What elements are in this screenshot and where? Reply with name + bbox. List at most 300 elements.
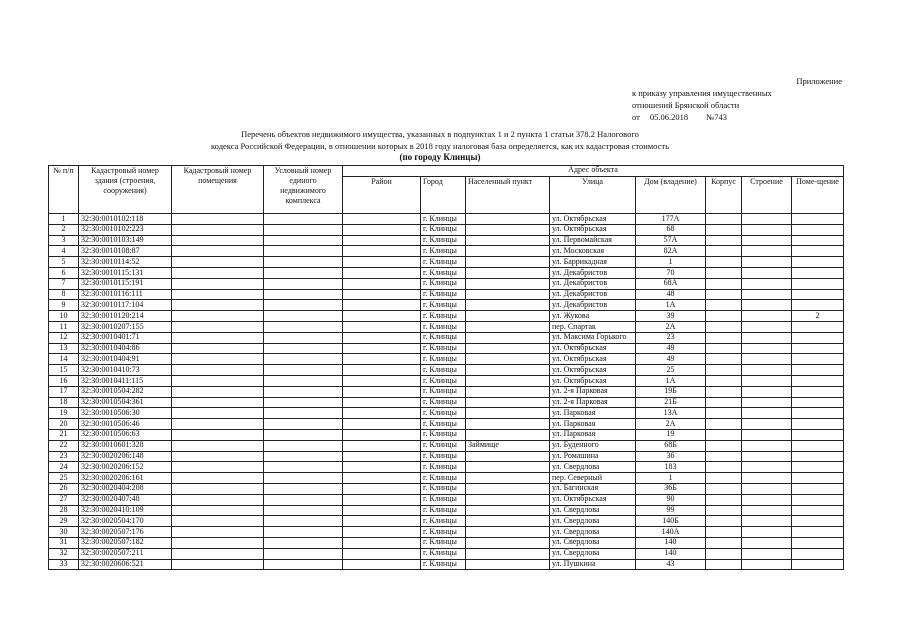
cell-num: 29: [49, 516, 79, 527]
cell-premises: [792, 408, 844, 419]
cell-district: [343, 483, 421, 494]
cell-cadastral-building: 32:30:0020504:170: [79, 516, 172, 527]
cell-city: г. Клинцы: [421, 548, 466, 559]
cell-city: г. Клинцы: [421, 494, 466, 505]
cell-house: 13А: [636, 408, 706, 419]
cell-block: [706, 397, 742, 408]
cell-cadastral-building: 32:30:0010404:91: [79, 354, 172, 365]
cell-num: 6: [49, 267, 79, 278]
cell-cadastral-building: 32:30:0010108:87: [79, 246, 172, 257]
cell-num: 8: [49, 289, 79, 300]
cell-house: 1: [636, 257, 706, 268]
cell-settlement: [466, 257, 550, 268]
cell-premises: [792, 332, 844, 343]
cell-conditional-number: [264, 548, 343, 559]
col-settlement-header: Населенный пункт: [466, 177, 550, 214]
cell-premises: [792, 451, 844, 462]
cell-structure: [742, 246, 792, 257]
cell-structure: [742, 408, 792, 419]
cell-cadastral-premises: [172, 289, 264, 300]
cell-street: ул. Октябрьская: [550, 365, 636, 376]
cell-settlement: Займище: [466, 440, 550, 451]
table-row: [49, 505, 844, 516]
cell-street: ул. Максима Горького: [550, 332, 636, 343]
table-row: [49, 214, 844, 225]
cell-settlement: [466, 505, 550, 516]
cell-city: г. Клинцы: [421, 332, 466, 343]
cell-cadastral-premises: [172, 300, 264, 311]
cell-street: ул. Свердлова: [550, 462, 636, 473]
order-number: №743: [706, 112, 727, 122]
property-registry-table: [48, 165, 844, 570]
cell-street: ул. Буденного: [550, 440, 636, 451]
cell-premises: [792, 548, 844, 559]
cell-settlement: [466, 419, 550, 430]
cell-block: [706, 246, 742, 257]
cell-premises: [792, 375, 844, 386]
cell-cadastral-building: 32:30:0010115:191: [79, 278, 172, 289]
cell-premises: [792, 321, 844, 332]
cell-block: [706, 483, 742, 494]
cell-conditional-number: [264, 440, 343, 451]
cell-street: ул. Парковая: [550, 408, 636, 419]
cell-city: г. Клинцы: [421, 289, 466, 300]
cell-cadastral-building: 32:30:0020206:161: [79, 473, 172, 484]
cell-block: [706, 235, 742, 246]
cell-cadastral-building: 32:30:0010103:149: [79, 235, 172, 246]
cell-structure: [742, 462, 792, 473]
cell-settlement: [466, 214, 550, 225]
table-row: [49, 267, 844, 278]
cell-settlement: [466, 494, 550, 505]
cell-house: 49: [636, 354, 706, 365]
cell-district: [343, 451, 421, 462]
order-date: 05.06.2018: [649, 112, 689, 122]
cell-street: ул. Багинская: [550, 483, 636, 494]
col-house-header: Дом (владение): [636, 177, 706, 214]
cell-conditional-number: [264, 224, 343, 235]
cell-city: г. Клинцы: [421, 397, 466, 408]
cell-city: г. Клинцы: [421, 300, 466, 311]
col-cadastral-building-header: Кадастровый номер здания (строения, сооружения): [79, 166, 172, 214]
cell-conditional-number: [264, 537, 343, 548]
cell-settlement: [466, 483, 550, 494]
cell-num: 2: [49, 224, 79, 235]
cell-conditional-number: [264, 527, 343, 538]
table-row: [49, 354, 844, 365]
cell-block: [706, 527, 742, 538]
cell-street: ул. Свердлова: [550, 527, 636, 538]
cell-house: 19: [636, 429, 706, 440]
table-row: [49, 559, 844, 570]
cell-block: [706, 300, 742, 311]
cell-district: [343, 311, 421, 322]
cell-cadastral-premises: [172, 321, 264, 332]
cell-house: 140: [636, 548, 706, 559]
address-group-header: Адрес объекта: [343, 166, 844, 177]
table-row: [49, 365, 844, 376]
table-row: [49, 440, 844, 451]
cell-cadastral-premises: [172, 311, 264, 322]
cell-settlement: [466, 300, 550, 311]
cell-city: г. Клинцы: [421, 246, 466, 257]
cell-cadastral-premises: [172, 494, 264, 505]
cell-district: [343, 267, 421, 278]
cell-premises: [792, 516, 844, 527]
cell-premises: [792, 419, 844, 430]
cell-premises: [792, 559, 844, 570]
cell-conditional-number: [264, 559, 343, 570]
cell-structure: [742, 505, 792, 516]
cell-num: 9: [49, 300, 79, 311]
cell-settlement: [466, 386, 550, 397]
cell-premises: [792, 246, 844, 257]
cell-city: г. Клинцы: [421, 408, 466, 419]
cell-city: г. Клинцы: [421, 375, 466, 386]
cell-city: г. Клинцы: [421, 235, 466, 246]
cell-structure: [742, 300, 792, 311]
cell-settlement: [466, 473, 550, 484]
cell-premises: [792, 257, 844, 268]
cell-street: ул. Октябрьская: [550, 354, 636, 365]
cell-settlement: [466, 343, 550, 354]
cell-street: ул. Свердлова: [550, 537, 636, 548]
cell-settlement: [466, 375, 550, 386]
appendix-label: Приложение: [796, 76, 842, 86]
cell-cadastral-premises: [172, 365, 264, 376]
cell-structure: [742, 375, 792, 386]
cell-block: [706, 375, 742, 386]
cell-settlement: [466, 321, 550, 332]
cell-district: [343, 527, 421, 538]
cell-street: ул. Декабристов: [550, 278, 636, 289]
table-row: [49, 419, 844, 430]
cell-cadastral-premises: [172, 462, 264, 473]
table-row: [49, 473, 844, 484]
cell-block: [706, 440, 742, 451]
cell-street: ул. Декабристов: [550, 289, 636, 300]
cell-street: ул. Парковая: [550, 429, 636, 440]
cell-cadastral-premises: [172, 267, 264, 278]
cell-structure: [742, 419, 792, 430]
cell-block: [706, 386, 742, 397]
cell-settlement: [466, 289, 550, 300]
cell-district: [343, 257, 421, 268]
cell-conditional-number: [264, 214, 343, 225]
cell-num: 26: [49, 483, 79, 494]
cell-conditional-number: [264, 494, 343, 505]
cell-city: г. Клинцы: [421, 321, 466, 332]
cell-street: ул. Свердлова: [550, 548, 636, 559]
table-row: [49, 246, 844, 257]
cell-cadastral-premises: [172, 548, 264, 559]
cell-district: [343, 440, 421, 451]
cell-conditional-number: [264, 505, 343, 516]
cell-num: 20: [49, 419, 79, 430]
table-row: [49, 386, 844, 397]
cell-settlement: [466, 278, 550, 289]
cell-city: г. Клинцы: [421, 527, 466, 538]
cell-conditional-number: [264, 257, 343, 268]
table-row: [49, 451, 844, 462]
cell-street: пер. Северный: [550, 473, 636, 484]
cell-conditional-number: [264, 343, 343, 354]
table-row: [49, 224, 844, 235]
cell-street: ул. Октябрьская: [550, 214, 636, 225]
cell-city: г. Клинцы: [421, 440, 466, 451]
table-row: [49, 375, 844, 386]
table-row: [49, 289, 844, 300]
cell-house: 90: [636, 494, 706, 505]
cell-premises: [792, 527, 844, 538]
cell-district: [343, 548, 421, 559]
cell-structure: [742, 559, 792, 570]
cell-district: [343, 505, 421, 516]
cell-num: 19: [49, 408, 79, 419]
cell-structure: [742, 473, 792, 484]
cell-settlement: [466, 429, 550, 440]
col-conditional-header: Условный номер единого недвижимого комплекса: [264, 166, 343, 214]
cell-district: [343, 289, 421, 300]
cell-conditional-number: [264, 321, 343, 332]
cell-structure: [742, 278, 792, 289]
cell-cadastral-premises: [172, 440, 264, 451]
cell-cadastral-premises: [172, 473, 264, 484]
cell-settlement: [466, 527, 550, 538]
cell-premises: [792, 494, 844, 505]
cell-conditional-number: [264, 235, 343, 246]
cell-house: 49: [636, 343, 706, 354]
table-row: [49, 483, 844, 494]
col-premises-header: Поме-щение: [792, 177, 844, 214]
cell-conditional-number: [264, 289, 343, 300]
col-cadastral-premises-header: Кадастровый номер помещения: [172, 166, 264, 214]
cell-num: 7: [49, 278, 79, 289]
cell-city: г. Клинцы: [421, 257, 466, 268]
cell-settlement: [466, 408, 550, 419]
cell-district: [343, 386, 421, 397]
cell-house: 36: [636, 451, 706, 462]
cell-premises: [792, 289, 844, 300]
cell-cadastral-building: 32:30:0010117:104: [79, 300, 172, 311]
table-row: [49, 537, 844, 548]
cell-premises: [792, 235, 844, 246]
cell-house: 68: [636, 224, 706, 235]
cell-city: г. Клинцы: [421, 278, 466, 289]
registry-body: [49, 214, 844, 570]
cell-cadastral-premises: [172, 278, 264, 289]
cell-city: г. Клинцы: [421, 267, 466, 278]
cell-premises: [792, 429, 844, 440]
cell-cadastral-building: 32:30:0010102:118: [79, 214, 172, 225]
cell-house: 70: [636, 267, 706, 278]
cell-cadastral-building: 32:30:0010114:52: [79, 257, 172, 268]
cell-city: г. Клинцы: [421, 419, 466, 430]
cell-premises: [792, 267, 844, 278]
cell-conditional-number: [264, 516, 343, 527]
cell-block: [706, 429, 742, 440]
cell-city: г. Клинцы: [421, 559, 466, 570]
cell-cadastral-premises: [172, 537, 264, 548]
cell-cadastral-building: 32:30:0010601:328: [79, 440, 172, 451]
table-row: [49, 321, 844, 332]
cell-cadastral-building: 32:30:0010506:30: [79, 408, 172, 419]
cell-block: [706, 473, 742, 484]
document-title: [160, 128, 720, 152]
cell-cadastral-building: 32:30:0010120:214: [79, 311, 172, 322]
cell-cadastral-premises: [172, 527, 264, 538]
table-row: [49, 332, 844, 343]
cell-street: ул. Декабристов: [550, 267, 636, 278]
cell-block: [706, 494, 742, 505]
cell-cadastral-premises: [172, 451, 264, 462]
cell-city: г. Клинцы: [421, 311, 466, 322]
cell-settlement: [466, 332, 550, 343]
table-row: [49, 300, 844, 311]
cell-street: ул. Жукова: [550, 311, 636, 322]
cell-cadastral-building: 32:30:0010504:282: [79, 386, 172, 397]
cell-house: 21Б: [636, 397, 706, 408]
cell-conditional-number: [264, 451, 343, 462]
table-row: [49, 343, 844, 354]
cell-cadastral-building: 32:30:0010116:111: [79, 289, 172, 300]
cell-block: [706, 311, 742, 322]
cell-structure: [742, 321, 792, 332]
cell-conditional-number: [264, 311, 343, 322]
cell-block: [706, 451, 742, 462]
cell-street: ул. Московская: [550, 246, 636, 257]
cell-conditional-number: [264, 246, 343, 257]
cell-district: [343, 559, 421, 570]
cell-cadastral-building: 32:30:0020507:211: [79, 548, 172, 559]
cell-block: [706, 537, 742, 548]
cell-structure: [742, 451, 792, 462]
cell-house: 140А: [636, 527, 706, 538]
cell-premises: [792, 537, 844, 548]
cell-district: [343, 408, 421, 419]
cell-street: ул. Ромашина: [550, 451, 636, 462]
cell-structure: [742, 527, 792, 538]
cell-city: г. Клинцы: [421, 354, 466, 365]
cell-street: ул. Свердлова: [550, 505, 636, 516]
cell-cadastral-building: 32:30:0020206:152: [79, 462, 172, 473]
cell-conditional-number: [264, 386, 343, 397]
cell-house: 1А: [636, 375, 706, 386]
cell-block: [706, 419, 742, 430]
document-subtitle: (по городу Клинцы): [399, 152, 481, 162]
cell-cadastral-building: 32:30:0010115:131: [79, 267, 172, 278]
cell-structure: [742, 548, 792, 559]
cell-block: [706, 321, 742, 332]
cell-conditional-number: [264, 365, 343, 376]
cell-district: [343, 343, 421, 354]
cell-structure: [742, 343, 792, 354]
cell-structure: [742, 537, 792, 548]
table-row: [49, 278, 844, 289]
col-city-header: Город: [421, 177, 466, 214]
cell-num: 27: [49, 494, 79, 505]
table-row: [49, 311, 844, 322]
cell-block: [706, 548, 742, 559]
cell-cadastral-building: 32:30:0010401:71: [79, 332, 172, 343]
cell-num: 15: [49, 365, 79, 376]
cell-num: 17: [49, 386, 79, 397]
table-row: [49, 462, 844, 473]
cell-block: [706, 516, 742, 527]
order-line-1: к приказу управления имущественных: [632, 88, 772, 98]
cell-structure: [742, 516, 792, 527]
cell-num: 16: [49, 375, 79, 386]
cell-settlement: [466, 365, 550, 376]
cell-street: пер. Спартак: [550, 321, 636, 332]
cell-premises: [792, 300, 844, 311]
cell-conditional-number: [264, 397, 343, 408]
cell-block: [706, 289, 742, 300]
cell-structure: [742, 494, 792, 505]
table-row: [49, 494, 844, 505]
cell-street: ул. Первомайская: [550, 235, 636, 246]
cell-settlement: [466, 397, 550, 408]
cell-house: 2А: [636, 419, 706, 430]
cell-conditional-number: [264, 278, 343, 289]
cell-premises: [792, 224, 844, 235]
cell-district: [343, 429, 421, 440]
cell-house: 39: [636, 311, 706, 322]
cell-cadastral-building: 32:30:0010506:46: [79, 419, 172, 430]
cell-house: 82А: [636, 246, 706, 257]
col-block-header: Корпус: [706, 177, 742, 214]
cell-house: 140: [636, 537, 706, 548]
cell-district: [343, 365, 421, 376]
cell-street: ул. Октябрьская: [550, 375, 636, 386]
cell-num: 12: [49, 332, 79, 343]
cell-structure: [742, 440, 792, 451]
cell-num: 21: [49, 429, 79, 440]
cell-block: [706, 257, 742, 268]
cell-cadastral-building: 32:30:0020404:208: [79, 483, 172, 494]
cell-settlement: [466, 354, 550, 365]
cell-city: г. Клинцы: [421, 537, 466, 548]
cell-house: 19Б: [636, 386, 706, 397]
cell-settlement: [466, 559, 550, 570]
header-row-1: [49, 166, 844, 177]
col-district-header: Район: [343, 177, 421, 214]
cell-district: [343, 473, 421, 484]
cell-num: 10: [49, 311, 79, 322]
cell-street: ул. Баррикадная: [550, 257, 636, 268]
cell-conditional-number: [264, 267, 343, 278]
cell-city: г. Клинцы: [421, 451, 466, 462]
table-row: [49, 429, 844, 440]
cell-district: [343, 332, 421, 343]
cell-cadastral-premises: [172, 397, 264, 408]
cell-settlement: [466, 537, 550, 548]
cell-street: ул. Декабристов: [550, 300, 636, 311]
cell-cadastral-premises: [172, 419, 264, 430]
order-line-2: отношений Брянской области: [632, 100, 740, 110]
date-prefix: от: [632, 112, 640, 122]
cell-cadastral-building: 32:30:0010207:155: [79, 321, 172, 332]
cell-block: [706, 354, 742, 365]
cell-house: 68А: [636, 278, 706, 289]
cell-city: г. Клинцы: [421, 483, 466, 494]
table-row: [49, 527, 844, 538]
cell-block: [706, 267, 742, 278]
cell-num: 13: [49, 343, 79, 354]
cell-block: [706, 278, 742, 289]
cell-district: [343, 397, 421, 408]
cell-city: г. Клинцы: [421, 505, 466, 516]
